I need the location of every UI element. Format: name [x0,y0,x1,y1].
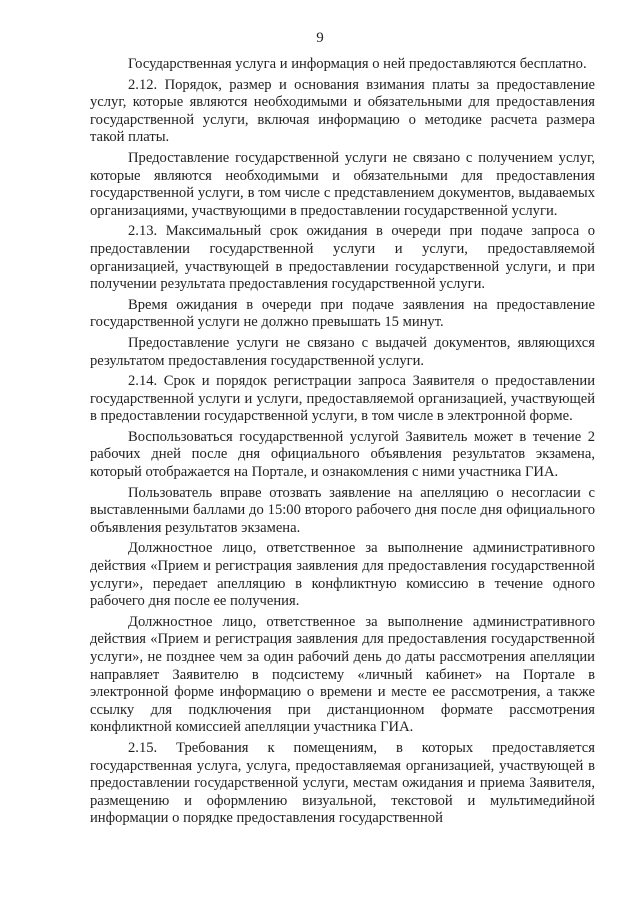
paragraph-withdraw-appeal: Пользователь вправе отозвать заявление на апелляцию о несогласии с выставленными баллами до 15:00 второго рабочего дня после дня официального объявления результатов экзамена. [90,484,595,536]
paragraph-notify-applicant: Должностное лицо, ответственное за выполнение административного действия «Прием и регистрация заявления для предоставления государственной услуги», не позднее чем за один рабочий день до даты рассмотрения апелляции направляет Заявителю в подсистему «личный кабинет» на Портале в электронной форме информацию о времени и месте ее рассмотрения, а также ссылку для подключения при дистанционном формате рассмотрения конфликтной комиссией апелляции участника ГИА. [90,613,595,736]
paragraph-section-2-15: 2.15. Требования к помещениям, в которых предоставляется государственная услуга, услуга, предоставляемая организацией, участвующей в предоставлении государственной услуги, местам ожидания и приема Заявителя, размещению и оформлению визуальной, текстовой и мультимедийной информации о порядке предоставления государственной [90,739,595,827]
paragraph-free-of-charge: Государственная услуга и информация о ней предоставляются бесплатно. [128,56,587,72]
paragraph-section-2-12: 2.12. Порядок, размер и основания взимания платы за предоставление услуг, которые являются необходимыми и обязательными для предоставления государственной услуги, включая информацию о методике расчета размера такой платы. [90,76,595,146]
paragraph-service-deadline: Воспользоваться государственной услугой Заявитель может в течение 2 рабочих дней после дня официального объявления результатов экзамена, который отображается на Портале, и ознакомления с ними участника ГИА. [90,428,595,481]
paragraph-section-2-13: 2.13. Максимальный срок ожидания в очереди при подаче запроса о предоставлении государственной услуги и услуги, предоставляемой организацией, участвующей в предоставлении государственной услуги, и при получении результата предоставления государственной услуги. [90,223,595,293]
document-body [90,56,595,831]
paragraph-no-documents-issued: Предоставление услуги не связано с выдачей документов, являющихся результатом предоставления государственной услуги. [90,334,595,369]
paragraph-waiting-time: Время ожидания в очереди при подаче заявления на предоставление государственной услуги не должно превышать 15 минут. [90,296,595,331]
paragraph-transfer-to-commission: Должностное лицо, ответственное за выполнение административного действия «Прием и регистрация заявления для предоставления государственной услуги», передает апелляцию в конфликтную комиссию в течение одного рабочего дня после ее получения. [90,540,595,610]
paragraph-no-related-services: Предоставление государственной услуги не связано с получением услуг, которые являются необходимыми и обязательными для предоставления государственной услуги, в том числе с представлением документов, выдаваемых организациями, участвующими в предоставлении государственной услуги. [90,149,595,219]
paragraph-section-2-14: 2.14. Срок и порядок регистрации запроса Заявителя о предоставлении государственной услуги и услуги, предоставляемой организацией, участвующей в предоставлении государственной услуги, в том числе в электронной форме. [90,373,595,425]
page-number: 9 [316,30,324,46]
